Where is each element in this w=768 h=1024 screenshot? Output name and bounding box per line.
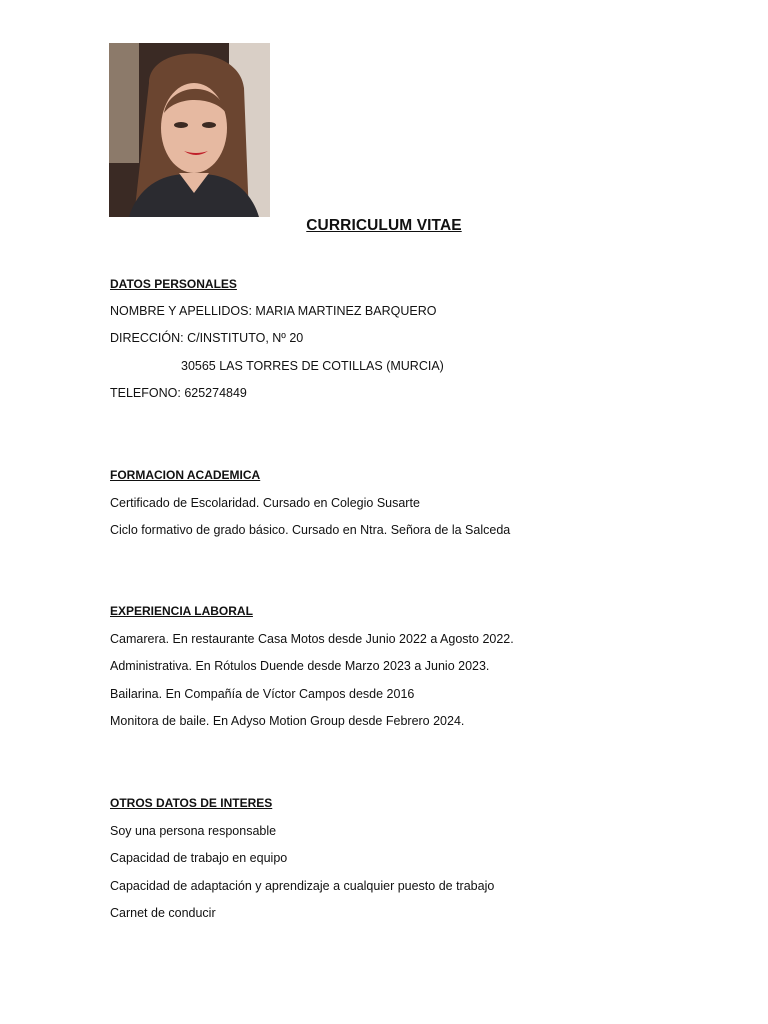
other-item: Capacidad de trabajo en equipo [110, 851, 288, 865]
section-heading-other: OTROS DATOS DE INTERES [110, 796, 273, 810]
experience-item: Administrativa. En Rótulos Duende desde Marzo 2023 a Junio 2023. [110, 659, 490, 673]
section-heading-experience: EXPERIENCIA LABORAL [110, 604, 253, 618]
other-item: Carnet de conducir [110, 906, 216, 920]
section-heading-personal: DATOS PERSONALES [110, 277, 237, 291]
experience-item: Bailarina. En Compañía de Víctor Campos desde 2016 [110, 687, 415, 701]
personal-name: NOMBRE Y APELLIDOS: MARIA MARTINEZ BARQUERO [110, 304, 437, 318]
experience-item: Monitora de baile. En Adyso Motion Group desde Febrero 2024. [110, 714, 465, 728]
education-item: Ciclo formativo de grado básico. Cursado en Ntra. Señora de la Salceda [110, 523, 511, 537]
section-heading-education: FORMACION ACADEMICA [110, 468, 261, 482]
personal-address: DIRECCIÓN: C/INSTITUTO, Nº 20 [110, 331, 304, 345]
other-item: Capacidad de adaptación y aprendizaje a cualquier puesto de trabajo [110, 879, 495, 893]
other-item: Soy una persona responsable [110, 824, 277, 838]
profile-photo [109, 43, 270, 217]
personal-address-city: 30565 LAS TORRES DE COTILLAS (MURCIA) [181, 359, 444, 373]
education-item: Certificado de Escolaridad. Cursado en Colegio Susarte [110, 496, 420, 510]
personal-phone: TELEFONO: 625274849 [110, 386, 247, 400]
experience-item: Camarera. En restaurante Casa Motos desde Junio 2022 a Agosto 2022. [110, 632, 514, 646]
document-title: CURRICULUM VITAE [306, 217, 462, 234]
